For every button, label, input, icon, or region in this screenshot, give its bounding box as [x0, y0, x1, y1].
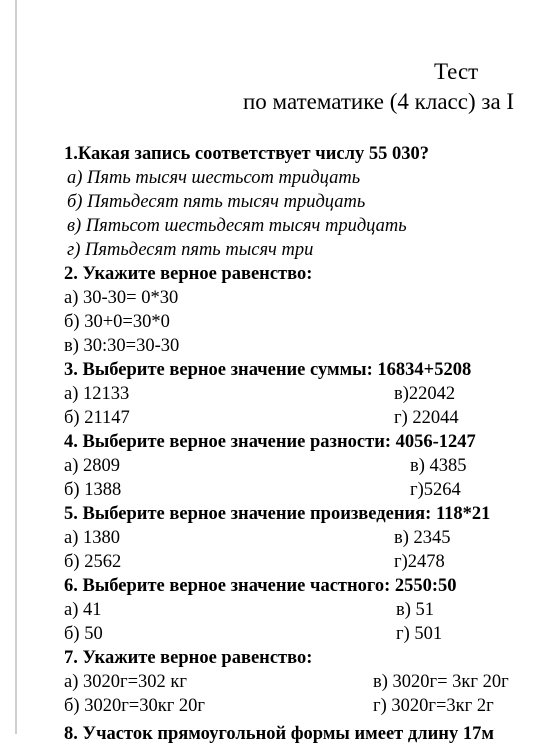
q3-row-2 [64, 406, 558, 430]
q6-option-b: б) 50 [64, 624, 103, 644]
q3-option-c: в)22042 [394, 384, 456, 404]
q6-row-2 [64, 622, 558, 646]
q6-option-a: а) 41 [64, 600, 102, 620]
q3-option-d: г) 22044 [394, 408, 459, 428]
q5-option-c: в) 2345 [394, 528, 451, 548]
q4-option-d: г)5264 [410, 480, 461, 500]
page-left-border [15, 0, 17, 734]
q6-option-d: г) 501 [396, 624, 443, 644]
question-2: 2. Укажите верное равенство: [64, 264, 313, 284]
q7-option-c: в) 3020г= 3кг 20г [373, 672, 509, 692]
test-content [64, 142, 558, 718]
q3-option-a: а) 12133 [64, 384, 130, 404]
q5-option-d: г)2478 [394, 552, 445, 572]
q7-row-2 [64, 694, 558, 718]
q4-option-a: а) 2809 [64, 456, 120, 476]
q1-option-a: а) Пять тысяч шестьсот тридцать [67, 168, 361, 188]
q6-row-1 [64, 598, 558, 622]
q1-option-c: в) Пятьсот шестьдесят тысяч тридцать [67, 216, 407, 236]
q7-option-a: а) 3020г=302 кг [64, 672, 187, 692]
question-5: 5. Выберите верное значение произведения: 118*21 [64, 504, 491, 524]
q6-option-c: в) 51 [396, 600, 435, 620]
test-subtitle: по математике (4 класс) за I [243, 89, 515, 114]
q7-row-1 [64, 670, 558, 694]
q5-option-b: б) 2562 [64, 552, 122, 572]
question-4: 4. Выберите верное значение разности: 4056-1247 [64, 432, 476, 452]
q5-option-a: а) 1380 [64, 528, 120, 548]
question-3: 3. Выберите верное значение суммы: 16834+5208 [64, 360, 472, 380]
q4-option-c: в) 4385 [410, 456, 467, 476]
q3-option-b: б) 21147 [64, 408, 130, 428]
q3-row-1 [64, 382, 558, 406]
question-6: 6. Выберите верное значение частного: 2550:50 [64, 576, 457, 596]
question-7: 7. Укажите верное равенство: [64, 648, 313, 668]
question-1: 1.Какая запись соответствует числу 55 030? [64, 144, 429, 164]
q7-option-b: б) 3020г=30кг 20г [64, 696, 206, 716]
q5-row-1 [64, 526, 558, 550]
q4-row-2 [64, 478, 558, 502]
q5-row-2 [64, 550, 558, 574]
q4-row-1 [64, 454, 558, 478]
q2-option-a: а) 30-30= 0*30 [64, 288, 179, 308]
test-title: Тест [434, 59, 479, 84]
q2-option-b: б) 30+0=30*0 [64, 312, 170, 332]
q1-option-b: б) Пятьдесят пять тысяч тридцать [67, 192, 366, 212]
q1-option-d: г) Пятьдесят пять тысяч три [67, 240, 314, 260]
question-8-partial: 8. Участок прямоугольной формы имеет длину 17м [64, 724, 494, 744]
q2-option-c: в) 30:30=30-30 [64, 336, 180, 356]
q4-option-b: б) 1388 [64, 480, 122, 500]
q7-option-d: г) 3020г=3кг 2г [373, 696, 494, 716]
